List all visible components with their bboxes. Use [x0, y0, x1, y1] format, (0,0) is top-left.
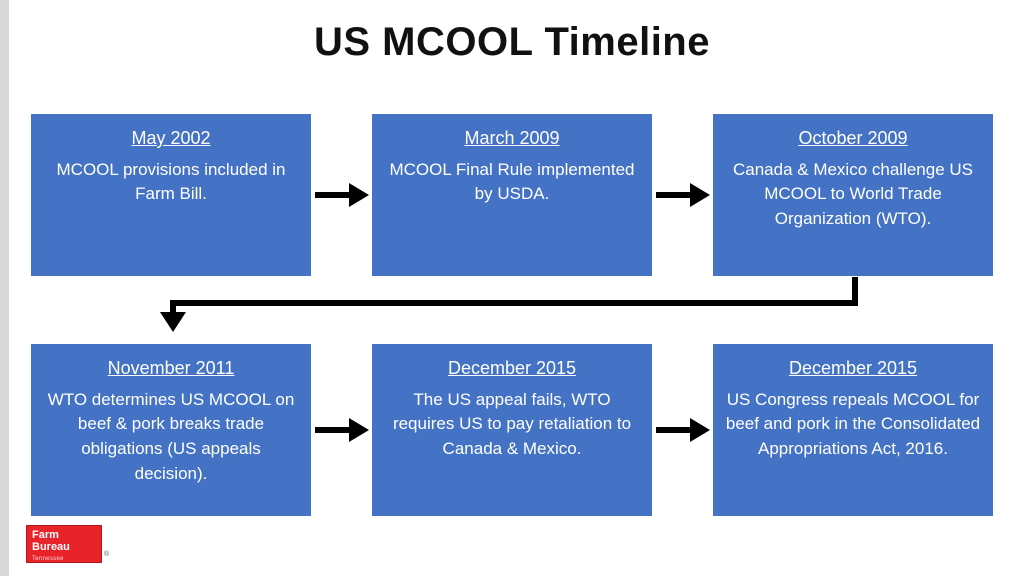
timeline-box-4-date: November 2011 — [107, 358, 235, 378]
timeline-box-5-date: December 2015 — [447, 358, 577, 378]
timeline-box-4 — [31, 344, 311, 516]
arrow-right-icon-1 — [313, 175, 371, 215]
timeline-box-6-description: US Congress repeals MCOOL for beef and pork in the Consolidated Appropriations Act, 2016. — [725, 389, 981, 458]
timeline-box-5-description: The US appeal fails, WTO requires US to pay retaliation to Canada & Mexico. — [392, 389, 632, 458]
arrow-right-icon-3 — [313, 410, 371, 450]
timeline-box-2-date: March 2009 — [464, 128, 560, 148]
timeline-box-4-description: WTO determines US MCOOL on beef & pork breaks trade obligations (US appeals decision). — [47, 389, 295, 483]
timeline-box-6 — [713, 344, 993, 516]
timeline-box-5 — [372, 344, 652, 516]
timeline-box-3-description: Canada & Mexico challenge US MCOOL to World Trade Organization (WTO). — [732, 159, 974, 228]
timeline-box-3-date: October 2009 — [798, 128, 908, 148]
timeline-box-1-description: MCOOL provisions included in Farm Bill. — [56, 159, 286, 204]
timeline-box-2-description: MCOOL Final Rule implemented by USDA. — [389, 159, 635, 204]
logo-state-label: Tennessee — [32, 556, 64, 563]
timeline-box-1-date: May 2002 — [131, 128, 211, 148]
farm-bureau-logo — [26, 525, 102, 563]
timeline-box-2 — [372, 114, 652, 276]
page-title: US MCOOL Timeline — [314, 20, 710, 64]
arrow-right-icon-2 — [654, 175, 712, 215]
logo-trademark: ® — [104, 551, 110, 558]
logo-line-1: Farm — [32, 529, 59, 541]
arrow-wraparound-icon — [155, 274, 895, 344]
arrow-right-icon-4 — [654, 410, 712, 450]
timeline-box-6-date: December 2015 — [788, 358, 918, 378]
timeline-box-3 — [713, 114, 993, 276]
left-accent-bar — [0, 0, 9, 576]
logo-line-2: Bureau — [32, 540, 70, 553]
timeline-box-1 — [31, 114, 311, 276]
